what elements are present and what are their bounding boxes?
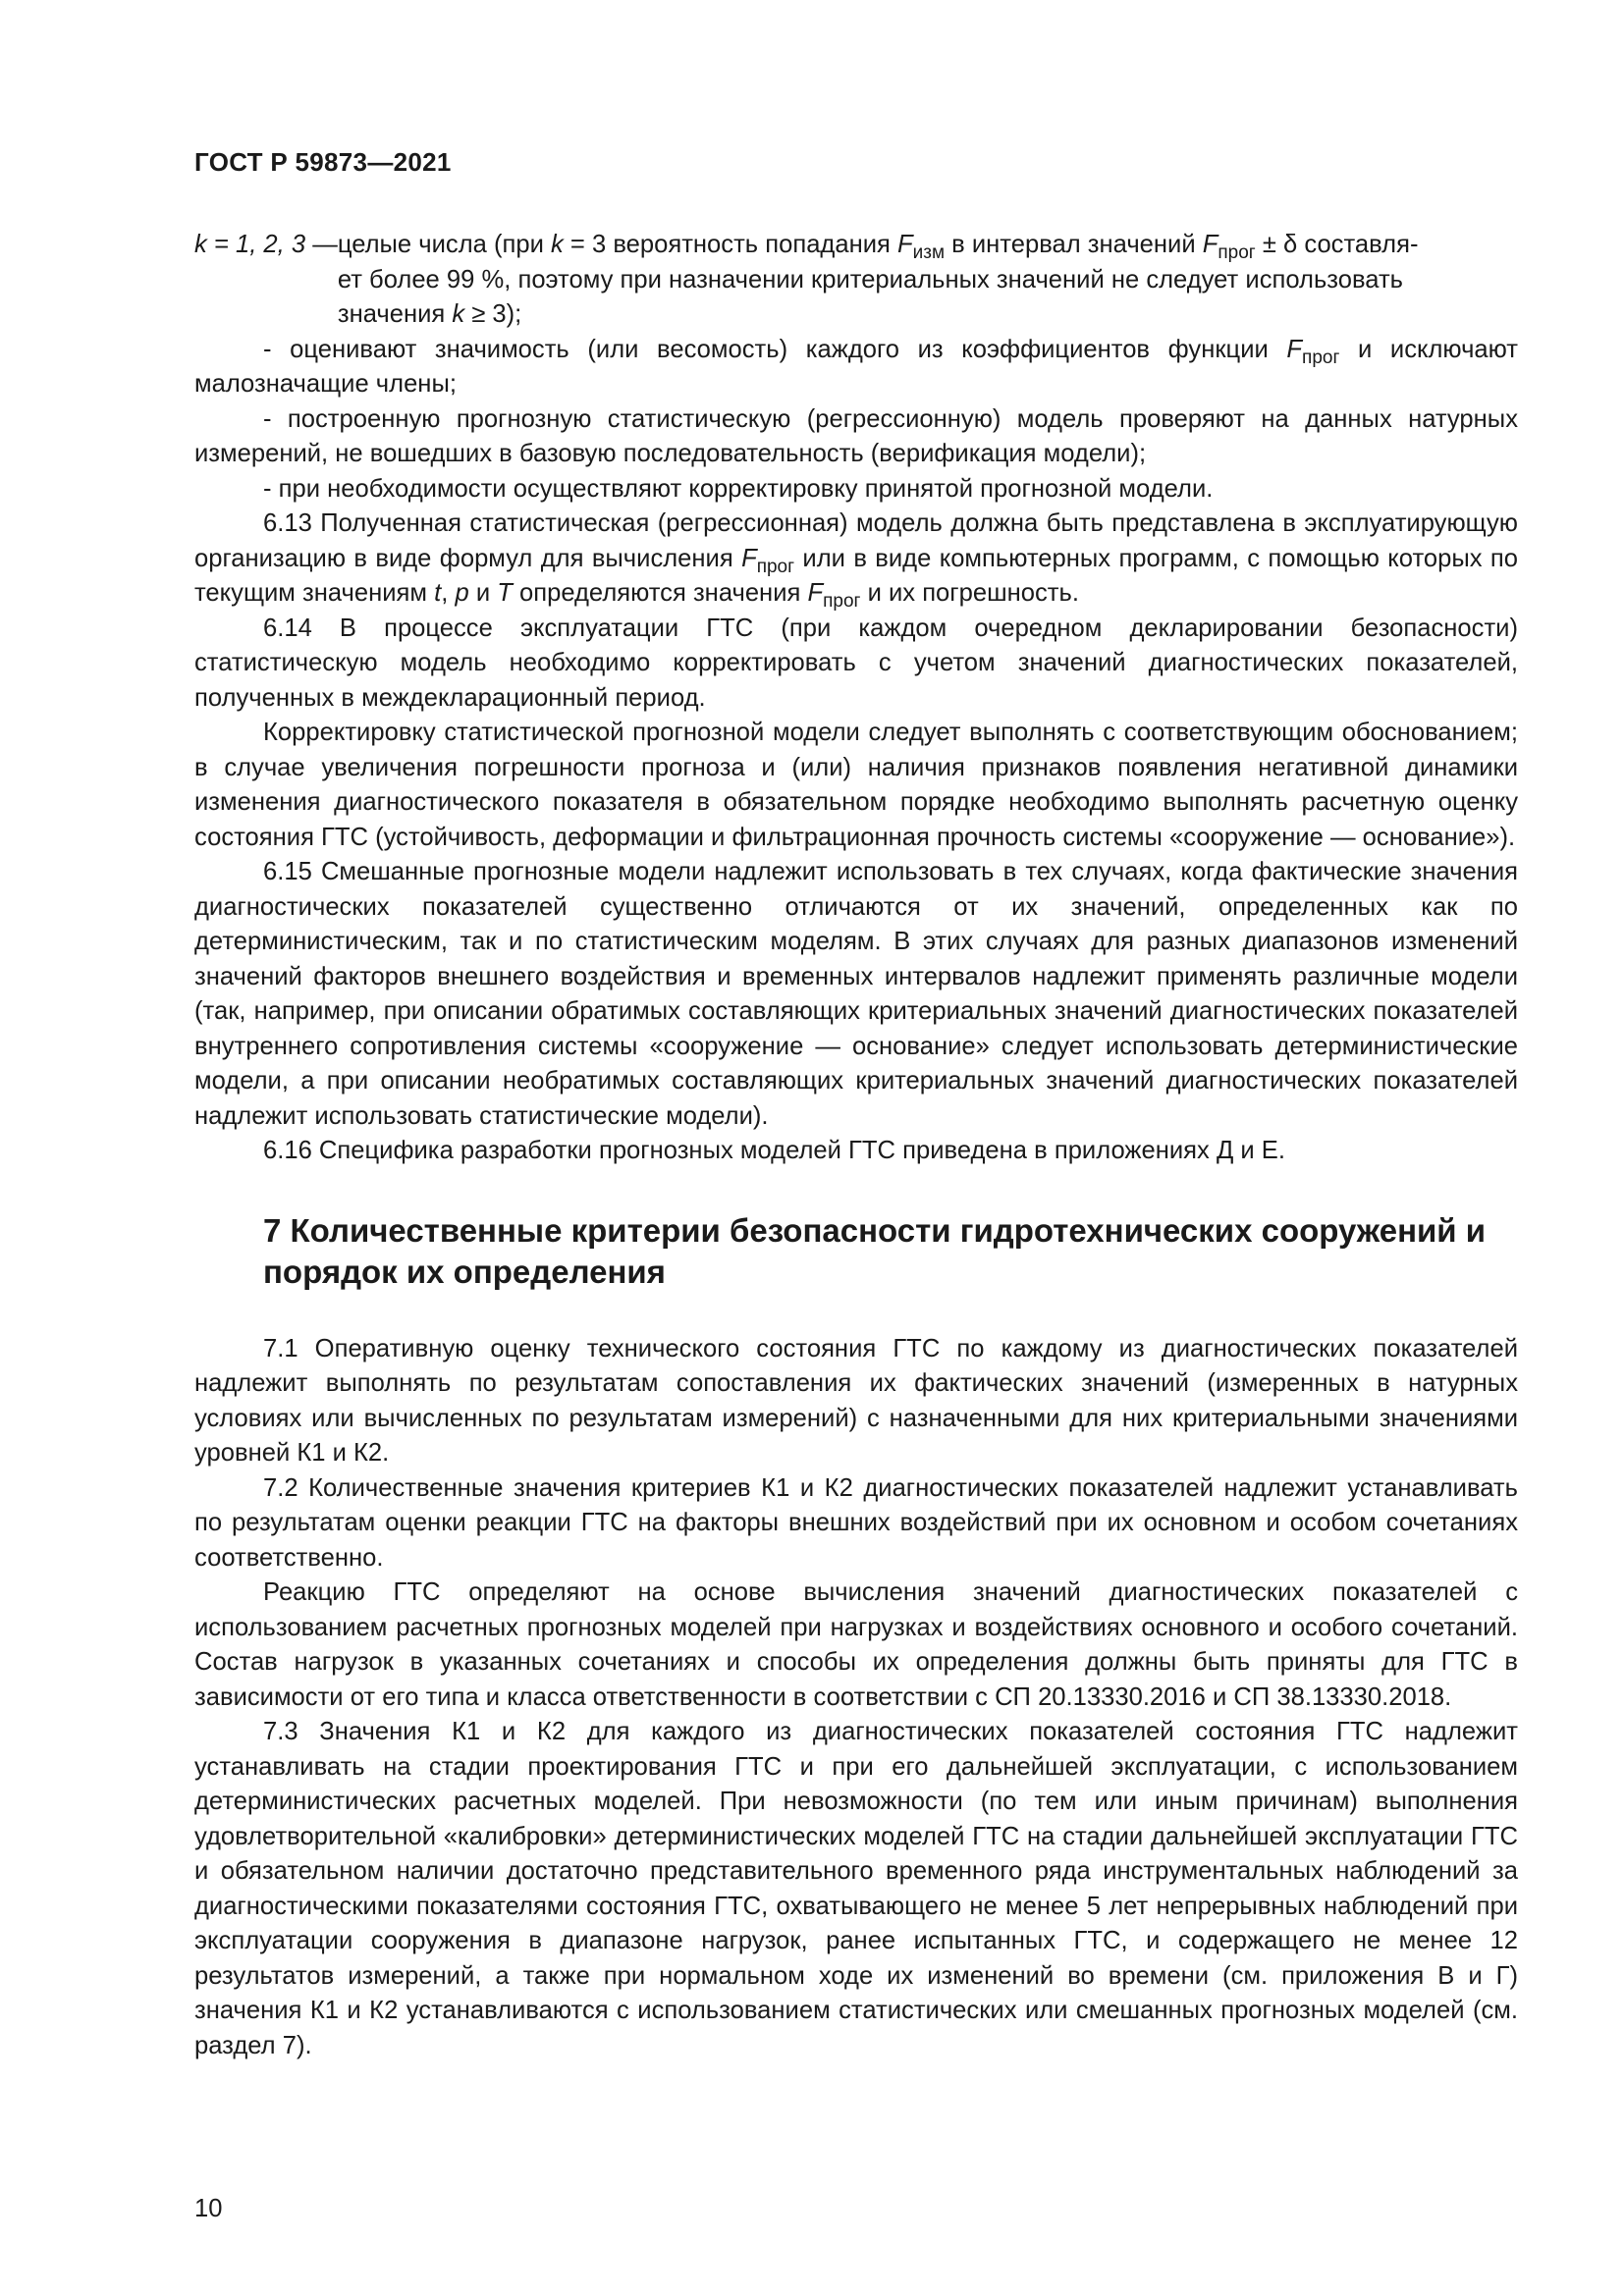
paragraph-7-1: 7.1 Оперативную оценку технического состояния ГТС по каждому из диагностических показателей надлежит выполнять по результатам сопоставления их фактических значений (измеренных в натурных условиях или вычисленных по результатам измерений) с назначенными для них критериальными значениями уровней К1 и К2. — [194, 1334, 1518, 1467]
page-number: 10 — [194, 2195, 223, 2222]
paragraph-6-14-continued: Корректировку статистической прогнозной модели следует выполнять с соответствующим обоснованием; в случае увеличения погрешности прогноза и (или) наличия признаков появления негативной динамики изменения диагностического показателя в обязательном порядке необходимо выполнять расчетную оценку состояния ГТС (устойчивость, деформации и фильтрационная прочность системы «сооружение — основание»). — [194, 719, 1518, 851]
paragraph-7-2: 7.2 Количественные значения критериев К1 и К2 диагностических показателей надлежит устанавливать по результатам оценки реакции ГТС на факторы внешних воздействий при их основном и особом сочетаниях соответственно. — [194, 1473, 1518, 1572]
k-term: k = 1, 2, 3 — — [194, 231, 338, 258]
k-definition — [194, 228, 1518, 333]
paragraph-6-14: 6.14 В процессе эксплуатации ГТС (при каждом очередном декларировании безопасности) статистическую модель необходимо корректировать с учетом значений диагностических показателей, полученных в междекларационный период. — [194, 614, 1518, 712]
bullet-item: - оценивают значимость (или весомость) каждого из коэффициентов функции $F_{прог}$ и исключают малозначащие члены; — [194, 335, 1518, 398]
paragraph-7-2-continued: Реакцию ГТС определяют на основе вычисления значений диагностических показателей с использованием расчетных прогнозных моделей при нагрузках и воздействиях основного и особого сочетаний. Состав нагрузок в указанных сочетаниях и способы их определения должны быть приняты для ГТС в зависимости от его типа и класса ответственности в соответствии с СП 20.13330.2016 и СП 38.13330.2018. — [194, 1578, 1518, 1711]
bullet-item: - построенную прогнозную статистическую (регрессионную) модель проверяют на данных натурных измерений, не вошедших в базовую последовательность (верификация модели); — [194, 404, 1518, 467]
bullet-item: - при необходимости осуществляют корректировку принятой прогнозной модели. — [263, 474, 1214, 503]
k-description: целые числа (при k = 3 вероятность попадания $F_{изм}$ в интервал значений $F_{прог} \pm \delta$ составля- ет более 99 %, поэтому при назначении критериальных значений не следует использовать значения k ≥ 3); — [337, 231, 1419, 328]
page-body — [194, 228, 1518, 2063]
paragraph-6-16: 6.16 Специфика разработки прогнозных моделей ГТС приведена в приложениях Д и Е. — [263, 1137, 1285, 1164]
paragraph-7-3: 7.3 Значения К1 и К2 для каждого из диагностических показателей состояния ГТС надлежит устанавливать на стадии проектирования ГТС и при его дальнейшей эксплуатации, с использованием детерминистических расчетных моделей. При невозможности (по тем или иным причинам) выполнения удовлетворительной «калибровки» детерминистических моделей ГТС на стадии дальнейшей эксплуатации ГТС и обязательном наличии достаточно представительного временного ряда инструментальных наблюдений за диагностическими показателями состояния ГТС, охватывающего не менее 5 лет непрерывных наблюдений при эксплуатации сооружения в диапазоне нагрузок, ранее испытанных ГТС, и содержащего не менее 12 результатов измерений, а также при нормальном ходе их изменений во времени (см. приложения В и Г) значения К1 и К2 устанавливаются с использованием статистических или смешанных прогнозных моделей (см. раздел 7). — [194, 1718, 1518, 2059]
paragraph-6-13: 6.13 Полученная статистическая (регрессионная) модель должна быть представлена в эксплуатирующую организацию в виде формул для вычисления $F_{прог}$ или в виде компьютерных программ, с помощью которых по текущим значениям t, p и T определяются значения $F_{прог}$ и их погрешность. — [194, 509, 1518, 612]
section-7-heading: 7 Количественные критерии безопасности гидротехнических сооружений и порядок их определения — [263, 1211, 1487, 1290]
paragraph-6-15: 6.15 Смешанные прогнозные модели надлежит использовать в тех случаях, когда фактические значения диагностических показателей существенно отличаются от их значений, определенных как по детерминистическим, так и по статистическим моделям. В этих случаях для разных диапазонов изменений значений факторов внешнего воздействия и временных интервалов надлежит применять различные модели (так, например, при описании обратимых составляющих критериальных значений диагностических показателей внутреннего сопротивления системы «сооружение — основание» следует использовать детерминистические модели, а при описании необратимых составляющих критериальных значений диагностических показателей надлежит использовать статистические модели). — [194, 858, 1518, 1130]
document-header: ГОСТ Р 59873—2021 — [194, 147, 452, 177]
